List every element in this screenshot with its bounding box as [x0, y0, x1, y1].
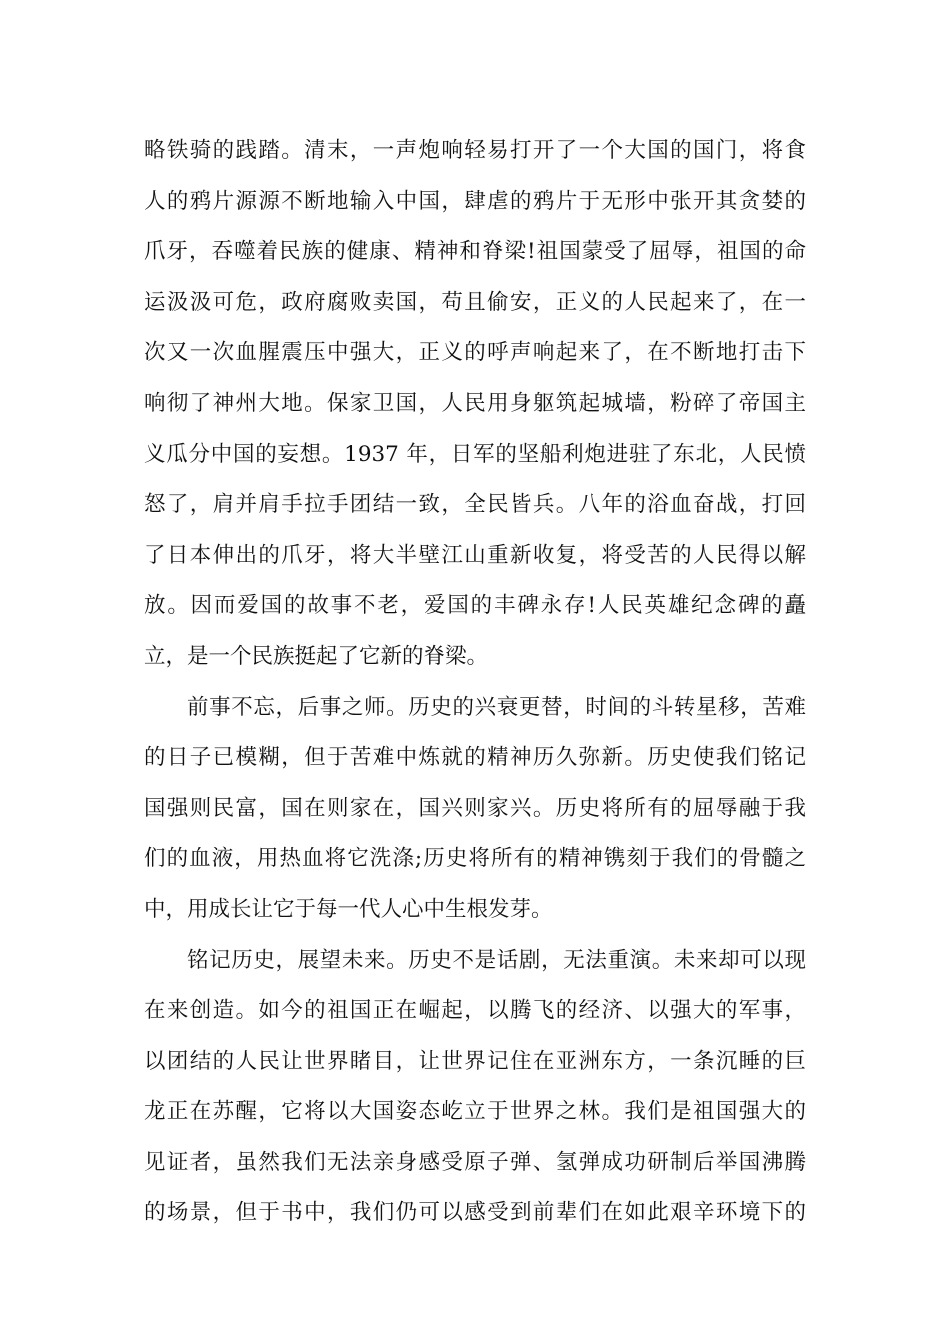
text-line: 人的鸦片源源不断地输入中国，肆虐的鸦片于无形中张开其贪婪的 — [144, 188, 806, 214]
text-line: 义瓜分中国的妄想。1937 年，日军的坚船利炮进驻了东北，人民愤 — [144, 441, 806, 467]
text-line: 的场景，但于书中，我们仍可以感受到前辈们在如此艰辛环境下的 — [144, 1200, 806, 1226]
text-line: 们的血液，用热血将它洗涤;历史将所有的精神镌刻于我们的骨髓之 — [144, 846, 806, 872]
text-line: 的日子已模糊，但于苦难中炼就的精神历久弥新。历史使我们铭记 — [144, 745, 806, 771]
text-line: 国强则民富，国在则家在，国兴则家兴。历史将所有的屈辱融于我 — [144, 795, 806, 821]
text-line: 立，是一个民族挺起了它新的脊梁。 — [144, 643, 489, 669]
text-line: 以团结的人民让世界睹目，让世界记住在亚洲东方，一条沉睡的巨 — [144, 1048, 806, 1074]
text-line: 中，用成长让它于每一代人心中生根发芽。 — [144, 896, 553, 922]
text-line: 放。因而爱国的故事不老，爱国的丰碑永存!人民英雄纪念碑的矗 — [144, 593, 806, 619]
paragraph-1 — [144, 126, 806, 683]
text-line: 运汲汲可危，政府腐败卖国，苟且偷安，正义的人民起来了，在一 — [144, 289, 806, 315]
text-line: 次又一次血腥震压中强大，正义的呼声响起来了，在不断地打击下 — [144, 340, 806, 366]
text-line: 怒了，肩并肩手拉手团结一致，全民皆兵。八年的浴血奋战，打回 — [144, 492, 806, 518]
paragraph-2 — [144, 683, 806, 936]
text-line: 略铁骑的践踏。清末，一声炮响轻易打开了一个大国的国门，将食 — [144, 138, 806, 163]
text-line: 响彻了神州大地。保家卫国，人民用身躯筑起城墙，粉碎了帝国主 — [144, 390, 806, 416]
body-text — [144, 126, 806, 1239]
text-line: 前事不忘，后事之师。历史的兴衰更替，时间的斗转星移，苦难 — [187, 694, 806, 720]
text-line: 爪牙，吞噬着民族的健康、精神和脊梁!祖国蒙受了屈辱，祖国的命 — [144, 239, 806, 265]
text-line: 了日本伸出的爪牙，将大半壁江山重新收复，将受苦的人民得以解 — [144, 542, 806, 568]
text-line: 见证者，虽然我们无法亲身感受原子弹、氢弹成功研制后举国沸腾 — [144, 1149, 806, 1175]
text-line: 龙正在苏醒，它将以大国姿态屹立于世界之林。我们是祖国强大的 — [144, 1099, 806, 1125]
text-line: 铭记历史，展望未来。历史不是话剧，无法重演。未来却可以现 — [187, 947, 806, 973]
text-line: 在来创造。如今的祖国正在崛起，以腾飞的经济、以强大的军事， — [144, 998, 806, 1024]
paragraph-3 — [144, 936, 806, 1240]
